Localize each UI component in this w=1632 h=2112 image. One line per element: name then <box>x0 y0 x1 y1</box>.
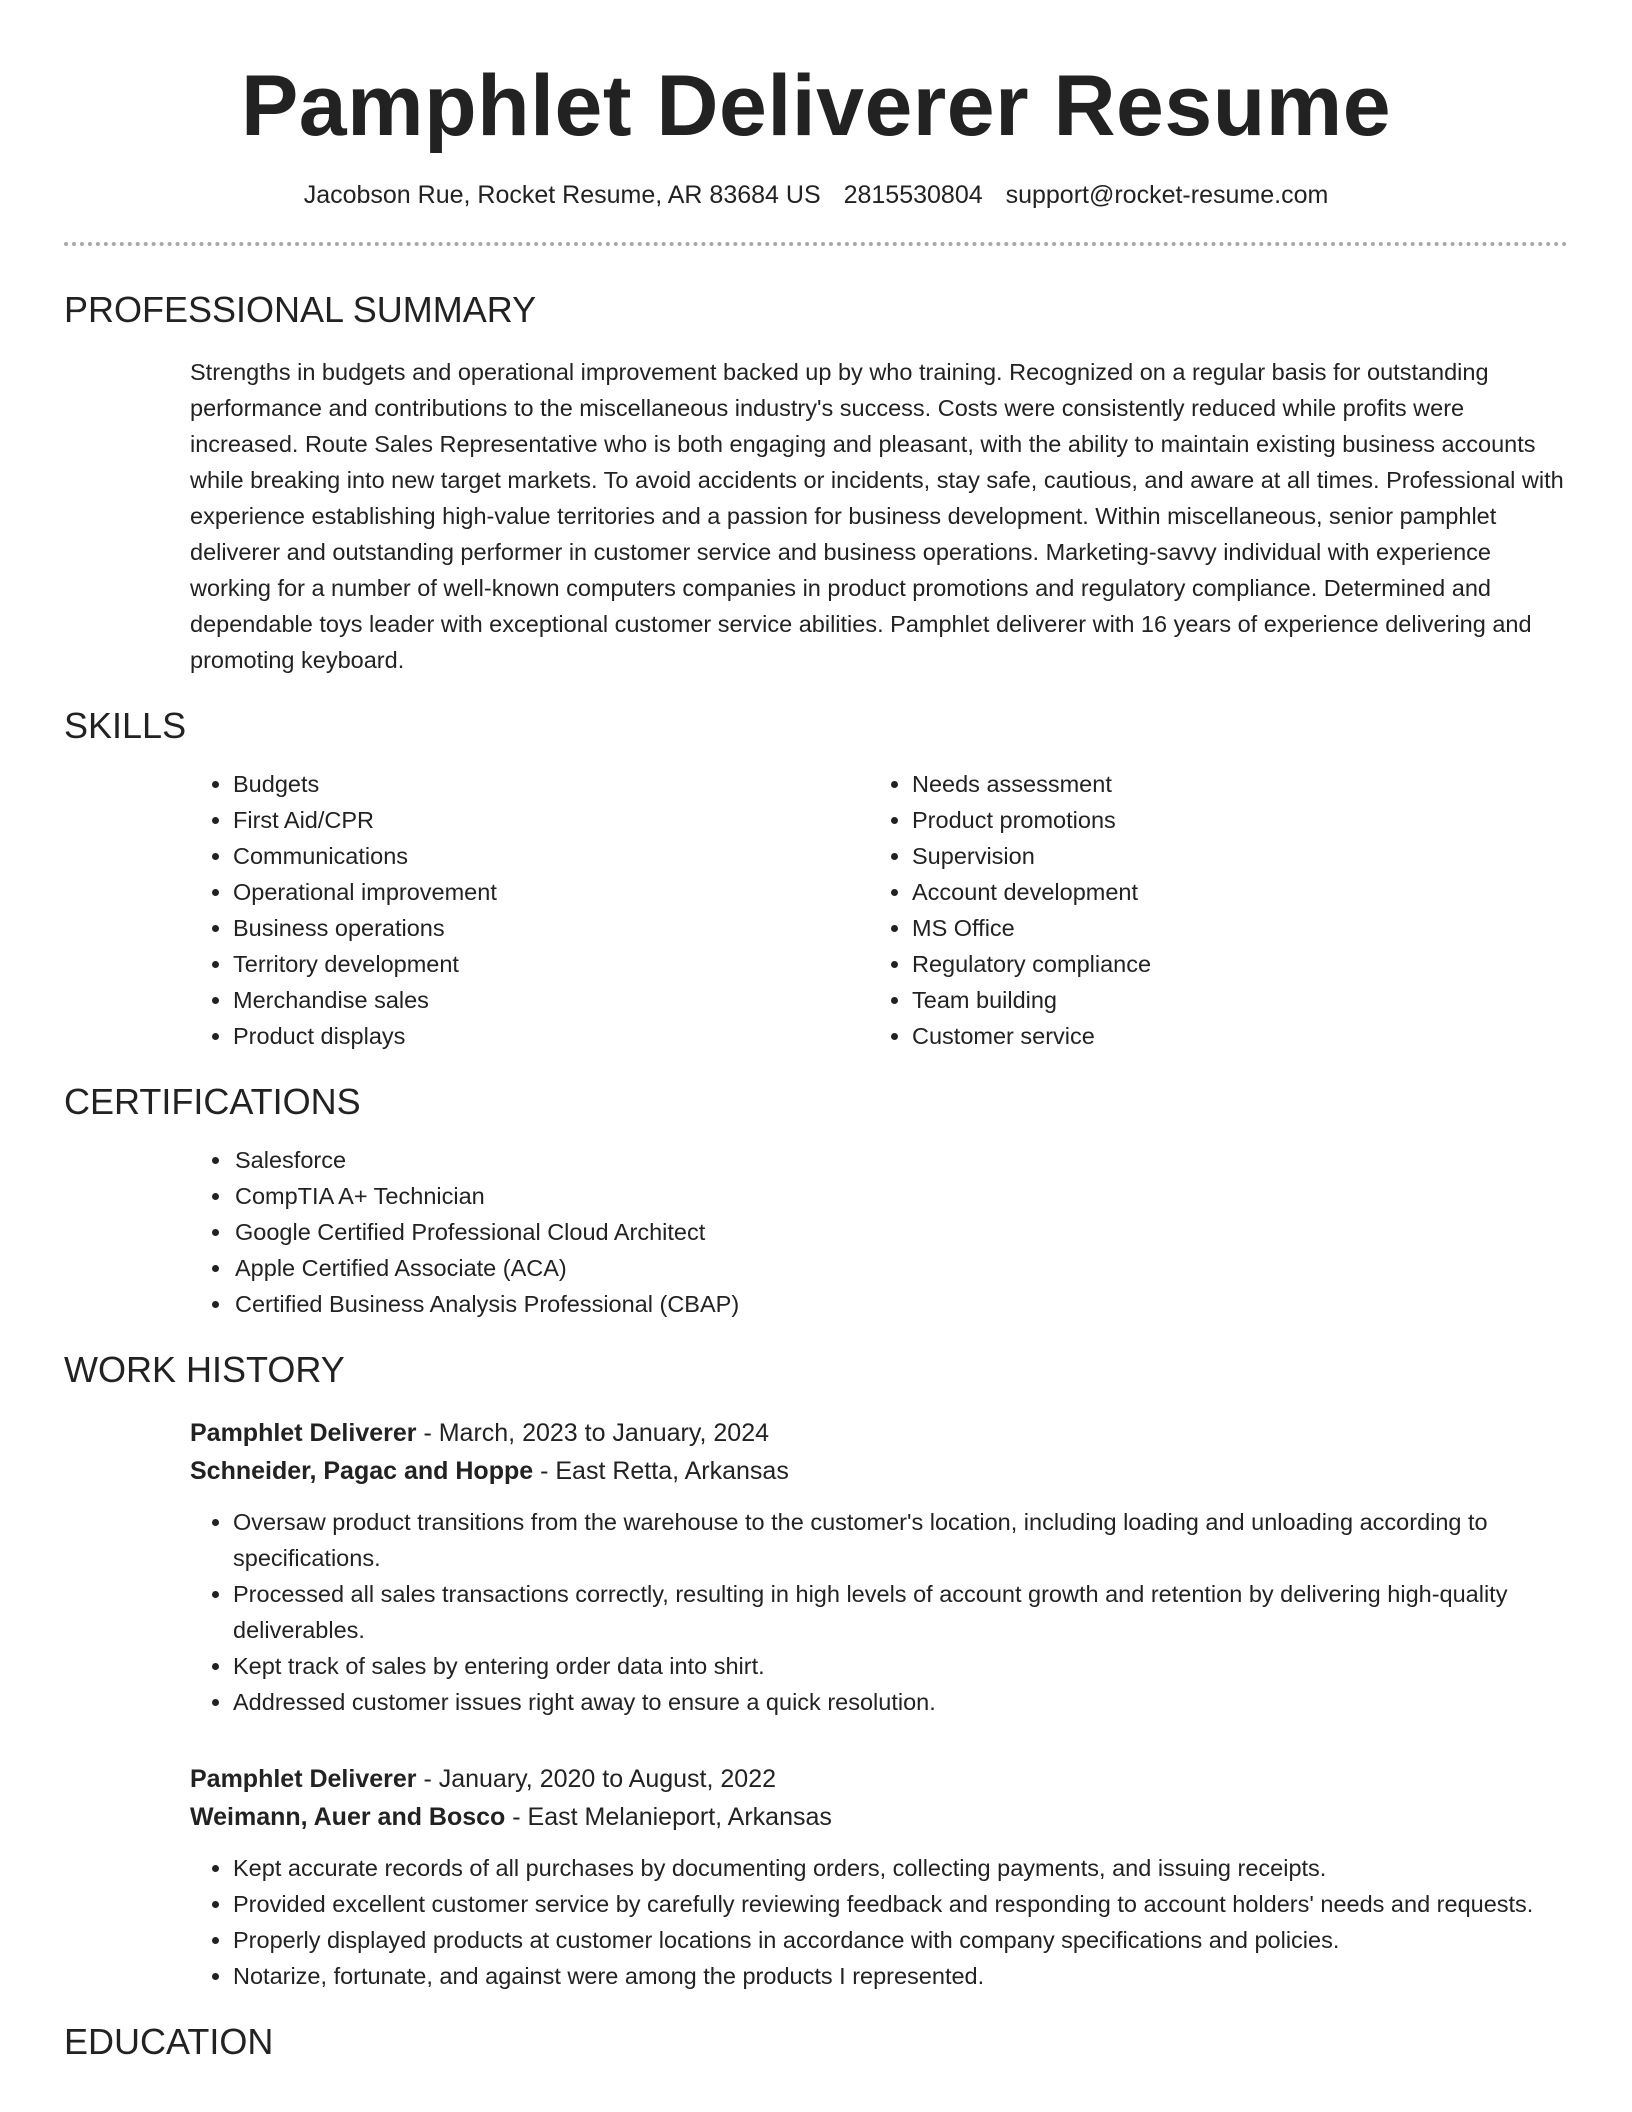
list-item: • Properly displayed products at customer locations in accordance with company specifications and policies. <box>233 1922 1573 1958</box>
certifications-heading: CERTIFICATIONS <box>64 1081 361 1122</box>
job-title: Pamphlet Deliverer <box>190 1765 417 1793</box>
certifications-list <box>64 1142 1568 1322</box>
list-item: • Communications <box>233 838 743 874</box>
contact-address: Jacobson Rue, Rocket Resume, AR 83684 US <box>303 181 821 209</box>
list-item: • Kept track of sales by entering order data into shirt. <box>233 1648 1573 1684</box>
list-item: • Addressed customer issues right away to ensure a quick resolution. <box>233 1684 1573 1720</box>
list-item: • Oversaw product transitions from the warehouse to the customer's location, including loading and unloading according to specifications. <box>233 1504 1573 1576</box>
job-bullets <box>190 1504 1573 1720</box>
page-title: Pamphlet Deliverer Resume <box>240 58 1392 154</box>
contact-phone: 2815530804 <box>843 181 983 209</box>
list-item: • Processed all sales transactions correctly, resulting in high levels of account growth and retention by delivering high-quality deliverables. <box>233 1576 1573 1648</box>
job-title: Pamphlet Deliverer <box>190 1419 417 1447</box>
list-item: • MS Office <box>912 910 1532 946</box>
list-item: • Account development <box>912 874 1532 910</box>
job-entry <box>190 1414 1568 1720</box>
contact-email: support@rocket-resume.com <box>1005 181 1329 209</box>
job-title-line <box>190 1414 1568 1452</box>
contact-line <box>64 180 1568 210</box>
job-location: - East Retta, Arkansas <box>533 1457 789 1485</box>
education-section <box>64 2022 1568 2062</box>
list-item: • Google Certified Professional Cloud Architect <box>233 1214 1568 1250</box>
list-item: • Provided excellent customer service by carefully reviewing feedback and responding to account holders' needs and requests. <box>233 1886 1573 1922</box>
list-item: • Certified Business Analysis Professional (CBAP) <box>233 1286 1568 1322</box>
list-item: • First Aid/CPR <box>233 802 743 838</box>
job-company: Weimann, Auer and Bosco <box>190 1803 506 1831</box>
list-item: • Operational improvement <box>233 874 743 910</box>
list-item: • Customer service <box>912 1018 1532 1054</box>
skills-list-left <box>64 766 743 1054</box>
skills-section <box>64 706 1568 1054</box>
job-dates: - January, 2020 to August, 2022 <box>416 1765 777 1793</box>
list-item: • Team building <box>912 982 1532 1018</box>
list-item: • Regulatory compliance <box>912 946 1532 982</box>
list-item: • Product promotions <box>912 802 1532 838</box>
resume-page <box>64 0 1568 2062</box>
work-history-section <box>64 1350 1568 1994</box>
header-divider <box>64 242 1568 246</box>
skills-heading: SKILLS <box>64 705 187 746</box>
work-history-heading: WORK HISTORY <box>64 1349 345 1390</box>
list-item: • Product displays <box>233 1018 743 1054</box>
job-title-line <box>190 1760 1568 1798</box>
list-item: • Territory development <box>233 946 743 982</box>
list-item: • Supervision <box>912 838 1532 874</box>
list-item: • Notarize, fortunate, and against were among the products I represented. <box>233 1958 1573 1994</box>
education-heading: EDUCATION <box>64 2021 274 2062</box>
job-company: Schneider, Pagac and Hoppe <box>190 1457 534 1485</box>
list-item: • Apple Certified Associate (ACA) <box>233 1250 1568 1286</box>
certifications-section <box>64 1082 1568 1322</box>
job-location: - East Melanieport, Arkansas <box>505 1803 832 1831</box>
job-entry <box>190 1760 1568 1994</box>
skills-list-right <box>743 766 1532 1054</box>
job-dates: - March, 2023 to January, 2024 <box>416 1419 770 1447</box>
summary-section <box>64 290 1568 678</box>
list-item: • CompTIA A+ Technician <box>233 1178 1568 1214</box>
list-item: • Budgets <box>233 766 743 802</box>
skills-columns <box>64 766 1568 1054</box>
job-company-line <box>190 1798 1568 1836</box>
list-item: • Kept accurate records of all purchases by documenting orders, collecting payments, and issuing receipts. <box>233 1850 1573 1886</box>
list-item: • Needs assessment <box>912 766 1532 802</box>
list-item: • Salesforce <box>233 1142 1568 1178</box>
summary-text: Strengths in budgets and operational improvement backed up by who training. Recognized on a regular basis for outstanding performance and contributions to the miscellaneous industry's success. Costs were consistently reduced while profits were increased. Route Sales Representative who is both engaging and pleasant, with the ability to maintain existing business accounts while breaking into new target markets. To avoid accidents or incidents, stay safe, cautious, and aware at all times. Professional with experience establishing high-value territories and a passion for business development. Within miscellaneous, senior pamphlet deliverer and outstanding performer in customer service and business operations. Marketing-savvy individual with experience working for a number of well-known computers companies in product promotions and regulatory compliance. Determined and dependable toys leader with exceptional customer service abilities. Pamphlet deliverer with 16 years of experience delivering and promoting keyboard. <box>190 359 1564 673</box>
list-item: • Business operations <box>233 910 743 946</box>
job-bullets <box>190 1850 1573 1994</box>
job-company-line <box>190 1452 1568 1490</box>
summary-heading: PROFESSIONAL SUMMARY <box>64 289 537 330</box>
list-item: • Merchandise sales <box>233 982 743 1018</box>
